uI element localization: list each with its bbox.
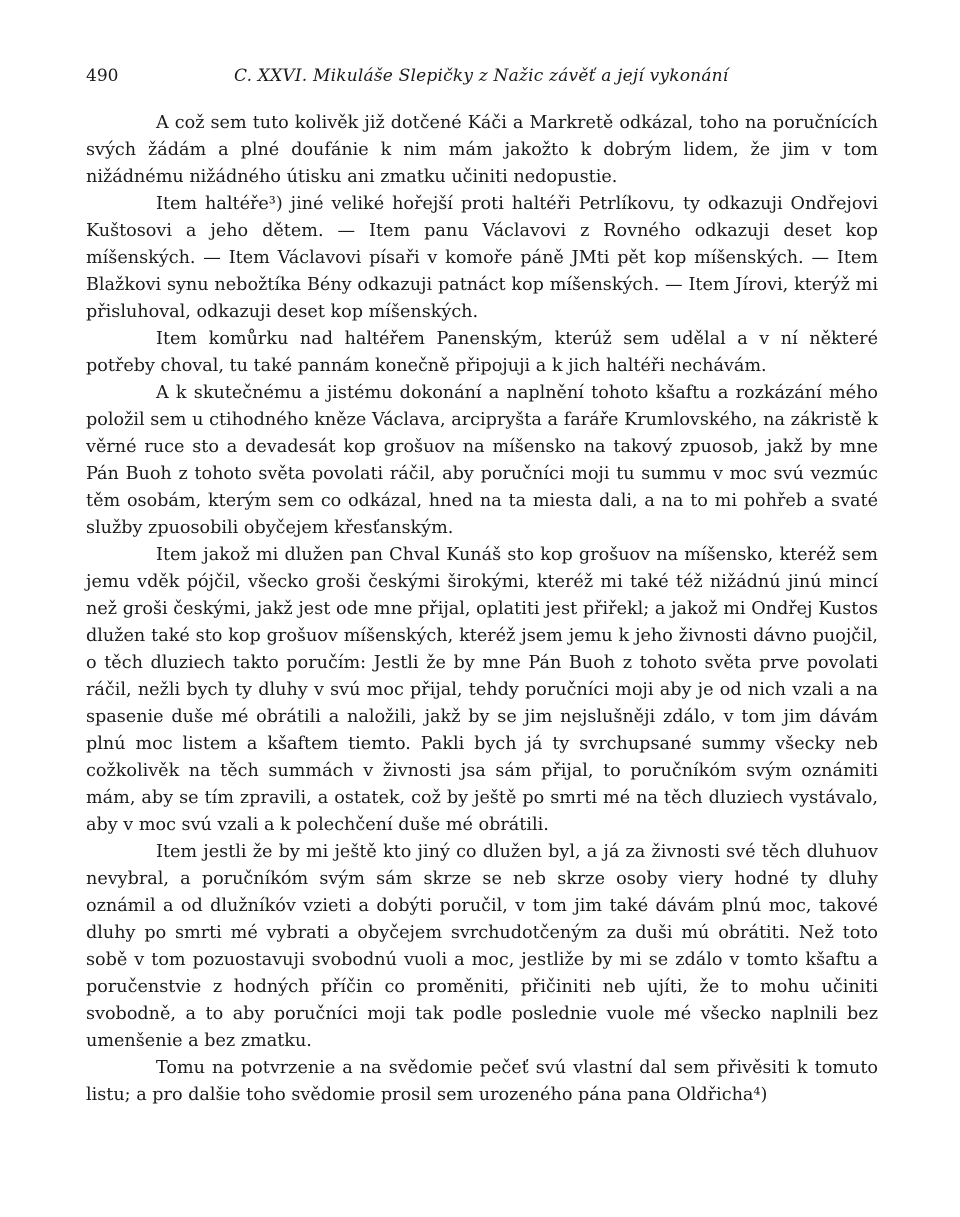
running-title: C. XXVI. Mikuláše Slepičky z Nažic závěť a její vykonání: [234, 66, 729, 86]
paragraph: Item jakož mi dlužen pan Chval Kunáš sto kop grošuov na míšensko, kteréž sem jemu vděk pójčil, všecko groši českými širokými, kteréž mi také též nižádnú jinú mincí než groši českými, jakž jest ode mne přijal, oplatiti jest přiřekl; a jakož mi Ondřej Kustos dlužen také sto kop grošuov míšenských, kteréž jsem jemu k jeho živnosti dávno puojčil, o těch dluziech takto poručím: Jestli že by mne Pán Buoh z tohoto světa prve povolati ráčil, nežli bych ty dluhy v svú moc přijal, tehdy poručníci moji aby je od nich vzali a na spasenie duše mé obrátili a naložili, jakž by se jim nejslušněji zdálo, v tom jim dávám plnú moc listem a kšaftem tiemto. Pakli bych já ty svrchupsané summy všecky neb cožkolivěk na těch summách v živnosti jsa sám přijal, to poručníkóm svým oznámiti mám, aby se tím zpravili, a ostatek, což by ještě po smrti mé na těch dluziech vystávalo, aby v moc svú vzali a k polechčení duše mé obrátili.: [86, 545, 878, 835]
paragraph: Item jestli že by mi ještě kto jiný co dlužen byl, a já za živnosti své těch dluhuov nevybral, a poručníkóm svým sám skrze se neb skrze osoby viery hodné ty dluhy oznámil a od dlužníkóv vzieti a dobýti poručil, v tom jim také dávám plnú moc, takové dluhy po smrti mé vybrati a obyčejem svrchudotčeným za duši mú obrátiti. Než toto sobě v tom pozuostavuji svobodnú vuoli a moc, jestliže by mi se zdálo v tomto kšaftu a poručenstvie z hodných příčin co proměniti, přičiniti neb ujíti, že to mohu učiniti svobodně, a to aby poručníci moji tak podle poslednie vuole mé všecko naplnili bez umenšenie a bez zmatku.: [86, 842, 878, 1051]
paragraph: Tomu na potvrzenie a na svědomie pečeť svú vlastní dal sem přivěsiti k tomuto listu; a pro dalšie toho svědomie prosil sem urozeného pána pana Oldřicha⁴): [86, 1058, 878, 1105]
paragraph: A což sem tuto kolivěk již dotčené Káči a Markretě odkázal, toho na poručnících svých žádám a plné doufánie k nim mám jakožto k dobrým lidem, že jim v tom nižádnému nižádného útisku ani zmatku učiniti nedopustie.: [86, 113, 878, 187]
page-header: [86, 58, 878, 94]
document-body: [86, 110, 878, 1109]
paragraph: Item haltéře³) jiné veliké hořejší proti haltéři Petrlíkovu, ty odkazuji Ondřejovi Kuštosovi a jeho dětem. — Item panu Václavovi z Rovného odkazuji deset kop míšenských. — Item Václavovi písaři v komoře páně JMti pět kop míšenských. — Item Blažkovi synu nebožtíka Bény odkazuji patnáct kop míšenských. — Item Jírovi, kterýž mi přisluhoval, odkazuji deset kop míšenských.: [86, 194, 878, 322]
paragraph: A k skutečnému a jistému dokonání a naplnění tohoto kšaftu a rozkázání mého položil sem u ctihodného kněze Václava, arcipryšta a faráře Krumlovského, na zákristě k věrné ruce sto a devadesát kop grošuov na míšensko na takový zpuosob, jakž by mne Pán Buoh z tohoto světa povolati ráčil, aby poručníci moji tu summu v moc svú vezmúc těm osobám, kterým sem co odkázal, hned na ta miesta dali, a na to mi pohřeb a svaté služby zpuosobili obyčejem křesťanským.: [86, 383, 878, 538]
page-number: 490: [86, 66, 119, 86]
document-page: [86, 58, 878, 1109]
paragraph: Item komůrku nad haltéřem Panenským, kterúž sem udělal a v ní některé potřeby choval, tu také pannám konečně připojuji a k jich haltéři nechávám.: [86, 329, 878, 376]
